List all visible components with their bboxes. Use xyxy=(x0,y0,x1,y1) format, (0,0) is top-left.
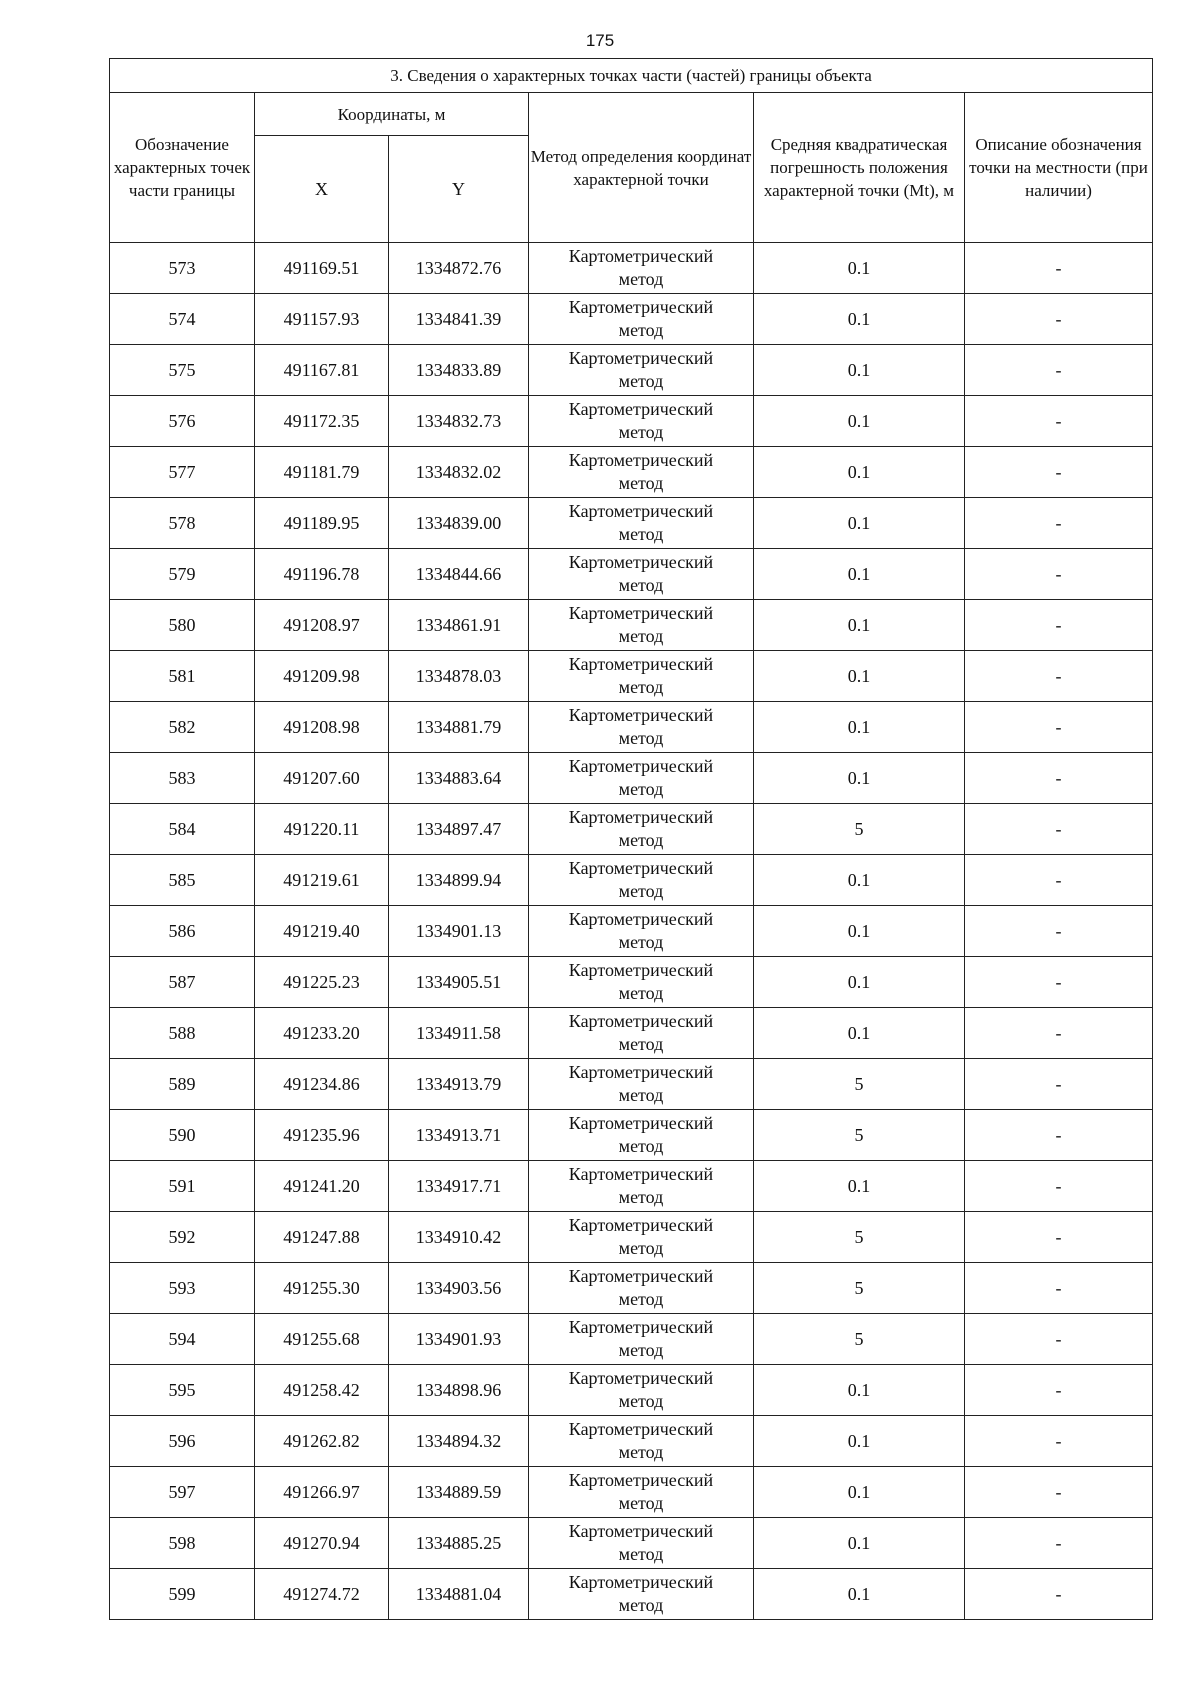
point-cell: 587 xyxy=(110,957,255,1008)
x-coordinate-cell: 491219.40 xyxy=(255,906,389,957)
x-coordinate-cell: 491172.35 xyxy=(255,396,389,447)
method-line-2: метод xyxy=(618,473,664,493)
method-line-1: Картометрический xyxy=(568,1521,714,1541)
table-row xyxy=(110,1161,1153,1212)
point-cell: 581 xyxy=(110,651,255,702)
header-designation: Обозначение характерных точек части границы xyxy=(110,93,255,243)
method-cell xyxy=(529,906,754,957)
point-cell: 576 xyxy=(110,396,255,447)
point-cell: 583 xyxy=(110,753,255,804)
y-coordinate-cell: 1334878.03 xyxy=(389,651,529,702)
description-cell: - xyxy=(965,1059,1153,1110)
method-cell xyxy=(529,345,754,396)
method-line-2: метод xyxy=(618,422,664,442)
point-cell: 579 xyxy=(110,549,255,600)
description-cell: - xyxy=(965,1314,1153,1365)
error-cell: 0.1 xyxy=(754,957,965,1008)
y-coordinate-cell: 1334903.56 xyxy=(389,1263,529,1314)
table-row xyxy=(110,1263,1153,1314)
method-cell xyxy=(529,1161,754,1212)
method-cell xyxy=(529,753,754,804)
method-line-2: метод xyxy=(618,1136,664,1156)
table-row xyxy=(110,1059,1153,1110)
error-cell: 5 xyxy=(754,1263,965,1314)
method-cell xyxy=(529,1569,754,1620)
method-line-1: Картометрический xyxy=(568,1317,714,1337)
method-cell xyxy=(529,447,754,498)
y-coordinate-cell: 1334881.04 xyxy=(389,1569,529,1620)
description-cell: - xyxy=(965,1467,1153,1518)
point-cell: 590 xyxy=(110,1110,255,1161)
method-line-2: метод xyxy=(618,320,664,340)
table-row xyxy=(110,804,1153,855)
method-cell xyxy=(529,1110,754,1161)
error-cell: 0.1 xyxy=(754,1161,965,1212)
method-line-2: метод xyxy=(618,1238,664,1258)
x-coordinate-cell: 491208.98 xyxy=(255,702,389,753)
method-line-1: Картометрический xyxy=(568,450,714,470)
x-coordinate-cell: 491266.97 xyxy=(255,1467,389,1518)
y-coordinate-cell: 1334913.79 xyxy=(389,1059,529,1110)
method-line-1: Картометрический xyxy=(568,1062,714,1082)
description-cell: - xyxy=(965,498,1153,549)
error-cell: 0.1 xyxy=(754,702,965,753)
table-row xyxy=(110,1569,1153,1620)
method-cell xyxy=(529,1059,754,1110)
header-description: Описание обозначения точки на местности (при наличии) xyxy=(965,93,1153,243)
table-row xyxy=(110,906,1153,957)
table-caption: 3. Сведения о характерных точках части (частей) границы объекта xyxy=(110,59,1153,93)
method-cell xyxy=(529,702,754,753)
method-cell xyxy=(529,1263,754,1314)
y-coordinate-cell: 1334861.91 xyxy=(389,600,529,651)
table-row xyxy=(110,549,1153,600)
y-coordinate-cell: 1334841.39 xyxy=(389,294,529,345)
x-coordinate-cell: 491167.81 xyxy=(255,345,389,396)
table-row xyxy=(110,294,1153,345)
x-coordinate-cell: 491262.82 xyxy=(255,1416,389,1467)
x-coordinate-cell: 491235.96 xyxy=(255,1110,389,1161)
page-number: 175 xyxy=(585,31,615,50)
y-coordinate-cell: 1334911.58 xyxy=(389,1008,529,1059)
error-cell: 0.1 xyxy=(754,294,965,345)
method-line-1: Картометрический xyxy=(568,960,714,980)
point-cell: 589 xyxy=(110,1059,255,1110)
x-coordinate-cell: 491255.68 xyxy=(255,1314,389,1365)
method-line-2: метод xyxy=(618,269,664,289)
error-cell: 0.1 xyxy=(754,1467,965,1518)
table-row xyxy=(110,1008,1153,1059)
error-cell: 0.1 xyxy=(754,1008,965,1059)
method-cell xyxy=(529,396,754,447)
table-row xyxy=(110,1110,1153,1161)
error-cell: 5 xyxy=(754,1212,965,1263)
method-cell xyxy=(529,651,754,702)
method-line-2: метод xyxy=(618,626,664,646)
error-cell: 0.1 xyxy=(754,1518,965,1569)
error-cell: 0.1 xyxy=(754,447,965,498)
description-cell: - xyxy=(965,1161,1153,1212)
method-line-2: метод xyxy=(618,1187,664,1207)
y-coordinate-cell: 1334832.02 xyxy=(389,447,529,498)
method-cell xyxy=(529,1518,754,1569)
point-cell: 595 xyxy=(110,1365,255,1416)
x-coordinate-cell: 491274.72 xyxy=(255,1569,389,1620)
x-coordinate-cell: 491207.60 xyxy=(255,753,389,804)
method-cell xyxy=(529,1212,754,1263)
error-cell: 5 xyxy=(754,1059,965,1110)
description-cell: - xyxy=(965,243,1153,294)
table-row xyxy=(110,1314,1153,1365)
description-cell: - xyxy=(965,957,1153,1008)
method-line-2: метод xyxy=(618,1595,664,1615)
table-body xyxy=(110,243,1153,1620)
table-row xyxy=(110,600,1153,651)
table-row xyxy=(110,702,1153,753)
point-cell: 593 xyxy=(110,1263,255,1314)
table-row xyxy=(110,345,1153,396)
x-coordinate-cell: 491225.23 xyxy=(255,957,389,1008)
method-cell xyxy=(529,243,754,294)
table-row xyxy=(110,855,1153,906)
y-coordinate-cell: 1334889.59 xyxy=(389,1467,529,1518)
method-line-2: метод xyxy=(618,1493,664,1513)
method-cell xyxy=(529,294,754,345)
error-cell: 5 xyxy=(754,1110,965,1161)
point-cell: 592 xyxy=(110,1212,255,1263)
point-cell: 597 xyxy=(110,1467,255,1518)
point-cell: 596 xyxy=(110,1416,255,1467)
table-row xyxy=(110,957,1153,1008)
method-cell xyxy=(529,600,754,651)
point-cell: 575 xyxy=(110,345,255,396)
y-coordinate-cell: 1334901.93 xyxy=(389,1314,529,1365)
table-row xyxy=(110,1416,1153,1467)
x-coordinate-cell: 491233.20 xyxy=(255,1008,389,1059)
description-cell: - xyxy=(965,1416,1153,1467)
method-line-1: Картометрический xyxy=(568,399,714,419)
description-cell: - xyxy=(965,447,1153,498)
description-cell: - xyxy=(965,396,1153,447)
x-coordinate-cell: 491258.42 xyxy=(255,1365,389,1416)
error-cell: 0.1 xyxy=(754,549,965,600)
y-coordinate-cell: 1334872.76 xyxy=(389,243,529,294)
error-cell: 5 xyxy=(754,1314,965,1365)
point-cell: 585 xyxy=(110,855,255,906)
method-line-2: метод xyxy=(618,779,664,799)
x-coordinate-cell: 491220.11 xyxy=(255,804,389,855)
x-coordinate-cell: 491247.88 xyxy=(255,1212,389,1263)
point-cell: 584 xyxy=(110,804,255,855)
method-line-2: метод xyxy=(618,983,664,1003)
method-line-1: Картометрический xyxy=(568,1011,714,1031)
method-cell xyxy=(529,1365,754,1416)
description-cell: - xyxy=(965,702,1153,753)
points-table xyxy=(109,58,1153,1620)
table-row xyxy=(110,651,1153,702)
table-header xyxy=(110,59,1153,243)
method-line-1: Картометрический xyxy=(568,246,714,266)
method-line-2: метод xyxy=(618,1085,664,1105)
method-line-1: Картометрический xyxy=(568,501,714,521)
header-error: Средняя квадратическая погрешность положения характерной точки (Mt), м xyxy=(754,93,965,243)
error-cell: 0.1 xyxy=(754,1416,965,1467)
method-cell xyxy=(529,498,754,549)
point-cell: 591 xyxy=(110,1161,255,1212)
error-cell: 0.1 xyxy=(754,906,965,957)
y-coordinate-cell: 1334905.51 xyxy=(389,957,529,1008)
method-line-1: Картометрический xyxy=(568,1572,714,1592)
method-line-1: Картометрический xyxy=(568,654,714,674)
x-coordinate-cell: 491181.79 xyxy=(255,447,389,498)
point-cell: 588 xyxy=(110,1008,255,1059)
x-coordinate-cell: 491219.61 xyxy=(255,855,389,906)
x-coordinate-cell: 491234.86 xyxy=(255,1059,389,1110)
method-line-1: Картометрический xyxy=(568,858,714,878)
method-line-1: Картометрический xyxy=(568,1164,714,1184)
method-line-2: метод xyxy=(618,1289,664,1309)
x-coordinate-cell: 491209.98 xyxy=(255,651,389,702)
description-cell: - xyxy=(965,1263,1153,1314)
error-cell: 0.1 xyxy=(754,498,965,549)
y-coordinate-cell: 1334883.64 xyxy=(389,753,529,804)
method-cell xyxy=(529,1008,754,1059)
header-x: X xyxy=(255,136,389,243)
method-cell xyxy=(529,804,754,855)
error-cell: 0.1 xyxy=(754,1569,965,1620)
x-coordinate-cell: 491208.97 xyxy=(255,600,389,651)
method-line-1: Картометрический xyxy=(568,1113,714,1133)
point-cell: 586 xyxy=(110,906,255,957)
table-row xyxy=(110,447,1153,498)
error-cell: 0.1 xyxy=(754,1365,965,1416)
y-coordinate-cell: 1334917.71 xyxy=(389,1161,529,1212)
method-line-1: Картометрический xyxy=(568,1419,714,1439)
point-cell: 599 xyxy=(110,1569,255,1620)
description-cell: - xyxy=(965,1365,1153,1416)
error-cell: 0.1 xyxy=(754,753,965,804)
y-coordinate-cell: 1334899.94 xyxy=(389,855,529,906)
description-cell: - xyxy=(965,1212,1153,1263)
method-line-2: метод xyxy=(618,1391,664,1411)
x-coordinate-cell: 491169.51 xyxy=(255,243,389,294)
error-cell: 0.1 xyxy=(754,243,965,294)
description-cell: - xyxy=(965,1110,1153,1161)
error-cell: 0.1 xyxy=(754,396,965,447)
x-coordinate-cell: 491196.78 xyxy=(255,549,389,600)
method-line-2: метод xyxy=(618,575,664,595)
point-cell: 574 xyxy=(110,294,255,345)
header-method: Метод определения координат характерной точки xyxy=(529,93,754,243)
method-line-2: метод xyxy=(618,1442,664,1462)
method-line-1: Картометрический xyxy=(568,1215,714,1235)
description-cell: - xyxy=(965,294,1153,345)
method-line-1: Картометрический xyxy=(568,756,714,776)
method-line-2: метод xyxy=(618,677,664,697)
description-cell: - xyxy=(965,345,1153,396)
description-cell: - xyxy=(965,549,1153,600)
method-line-1: Картометрический xyxy=(568,348,714,368)
description-cell: - xyxy=(965,753,1153,804)
error-cell: 0.1 xyxy=(754,600,965,651)
table-row xyxy=(110,753,1153,804)
error-cell: 0.1 xyxy=(754,855,965,906)
table-row xyxy=(110,1518,1153,1569)
y-coordinate-cell: 1334839.00 xyxy=(389,498,529,549)
method-line-1: Картометрический xyxy=(568,552,714,572)
x-coordinate-cell: 491157.93 xyxy=(255,294,389,345)
point-cell: 577 xyxy=(110,447,255,498)
y-coordinate-cell: 1334910.42 xyxy=(389,1212,529,1263)
y-coordinate-cell: 1334881.79 xyxy=(389,702,529,753)
point-cell: 594 xyxy=(110,1314,255,1365)
method-cell xyxy=(529,855,754,906)
method-line-1: Картометрический xyxy=(568,603,714,623)
table-row xyxy=(110,396,1153,447)
description-cell: - xyxy=(965,600,1153,651)
error-cell: 0.1 xyxy=(754,651,965,702)
description-cell: - xyxy=(965,855,1153,906)
x-coordinate-cell: 491189.95 xyxy=(255,498,389,549)
method-line-1: Картометрический xyxy=(568,807,714,827)
x-coordinate-cell: 491270.94 xyxy=(255,1518,389,1569)
method-cell xyxy=(529,957,754,1008)
method-line-2: метод xyxy=(618,1034,664,1054)
method-line-2: метод xyxy=(618,371,664,391)
method-line-2: метод xyxy=(618,524,664,544)
y-coordinate-cell: 1334833.89 xyxy=(389,345,529,396)
method-line-1: Картометрический xyxy=(568,297,714,317)
method-line-2: метод xyxy=(618,1340,664,1360)
point-cell: 580 xyxy=(110,600,255,651)
y-coordinate-cell: 1334913.71 xyxy=(389,1110,529,1161)
point-cell: 578 xyxy=(110,498,255,549)
y-coordinate-cell: 1334844.66 xyxy=(389,549,529,600)
header-y: Y xyxy=(389,136,529,243)
error-cell: 0.1 xyxy=(754,345,965,396)
header-coordinates: Координаты, м xyxy=(255,93,529,136)
y-coordinate-cell: 1334897.47 xyxy=(389,804,529,855)
method-cell xyxy=(529,549,754,600)
method-line-2: метод xyxy=(618,728,664,748)
table-row xyxy=(110,1212,1153,1263)
table-row xyxy=(110,1365,1153,1416)
method-line-1: Картометрический xyxy=(568,1368,714,1388)
description-cell: - xyxy=(965,1569,1153,1620)
method-line-2: метод xyxy=(618,881,664,901)
description-cell: - xyxy=(965,906,1153,957)
method-cell xyxy=(529,1416,754,1467)
x-coordinate-cell: 491241.20 xyxy=(255,1161,389,1212)
error-cell: 5 xyxy=(754,804,965,855)
y-coordinate-cell: 1334901.13 xyxy=(389,906,529,957)
description-cell: - xyxy=(965,651,1153,702)
y-coordinate-cell: 1334898.96 xyxy=(389,1365,529,1416)
method-line-1: Картометрический xyxy=(568,1470,714,1490)
y-coordinate-cell: 1334894.32 xyxy=(389,1416,529,1467)
y-coordinate-cell: 1334885.25 xyxy=(389,1518,529,1569)
table-row xyxy=(110,498,1153,549)
description-cell: - xyxy=(965,1518,1153,1569)
method-line-1: Картометрический xyxy=(568,1266,714,1286)
method-line-1: Картометрический xyxy=(568,909,714,929)
description-cell: - xyxy=(965,804,1153,855)
method-cell xyxy=(529,1314,754,1365)
description-cell: - xyxy=(965,1008,1153,1059)
method-line-2: метод xyxy=(618,1544,664,1564)
table-row xyxy=(110,1467,1153,1518)
point-cell: 582 xyxy=(110,702,255,753)
point-cell: 598 xyxy=(110,1518,255,1569)
y-coordinate-cell: 1334832.73 xyxy=(389,396,529,447)
method-cell xyxy=(529,1467,754,1518)
x-coordinate-cell: 491255.30 xyxy=(255,1263,389,1314)
point-cell: 573 xyxy=(110,243,255,294)
method-line-2: метод xyxy=(618,932,664,952)
method-line-1: Картометрический xyxy=(568,705,714,725)
method-line-2: метод xyxy=(618,830,664,850)
table-row xyxy=(110,243,1153,294)
